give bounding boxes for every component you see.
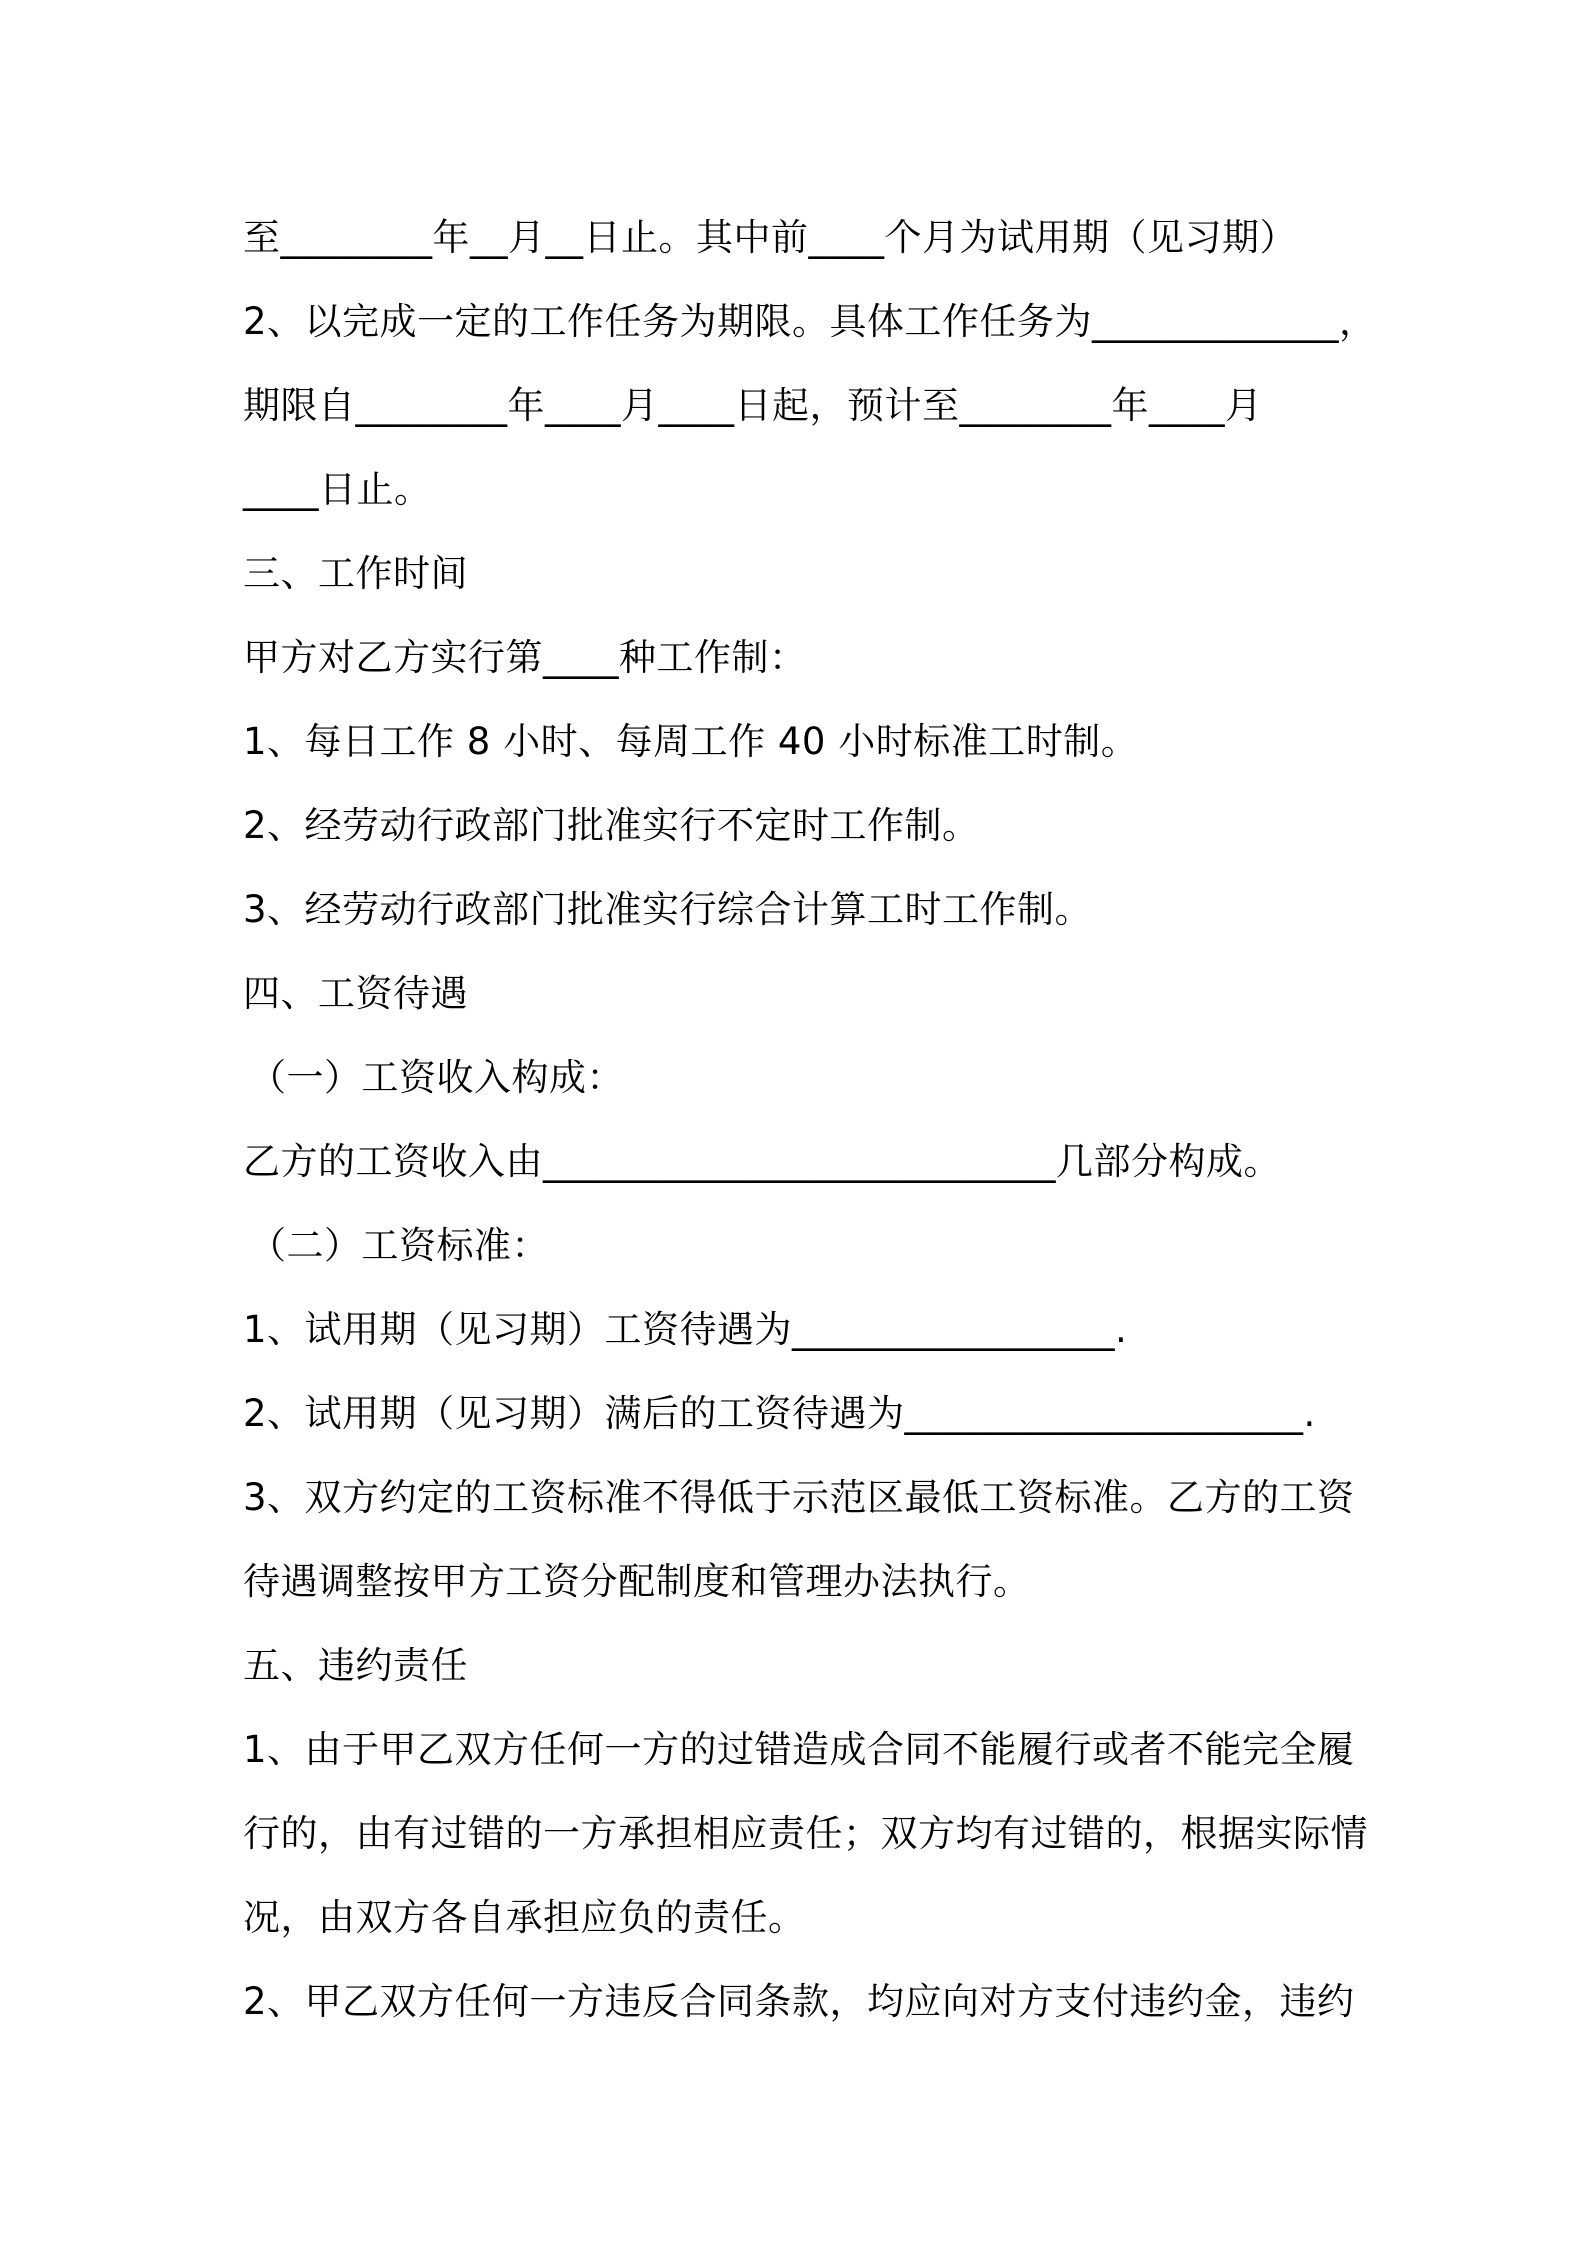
text-line: 2、甲乙双方任何一方违反合同条款，均应向对方支付违约金，违约	[243, 1980, 1355, 2023]
section-heading: 三、工作时间	[243, 552, 468, 595]
text-line: 3、经劳动行政部门批准实行综合计算工时工作制。	[243, 888, 1093, 931]
text-line: 1、试用期（见习期）工资待遇为_________________.	[243, 1308, 1128, 1351]
text-line: 1、每日工作 8 小时、每周工作 40 小时标准工时制。	[243, 720, 1139, 763]
subsection-heading: （二）工资标准：	[249, 1224, 549, 1267]
text-line: 2、以完成一定的工作任务为期限。具体工作任务为_____________，	[243, 300, 1377, 343]
text-line: ____日止。	[243, 468, 432, 511]
text-line: 待遇调整按甲方工资分配制度和管理办法执行。	[243, 1560, 1031, 1603]
text-line: 行的，由有过错的一方承担相应责任；双方均有过错的，根据实际情	[243, 1812, 1368, 1855]
text-line: 况，由双方各自承担应负的责任。	[243, 1896, 806, 1939]
document-body	[243, 196, 1377, 2044]
text-line: 甲方对乙方实行第____种工作制：	[243, 636, 807, 679]
text-line: 3、双方约定的工资标准不得低于示范区最低工资标准。乙方的工资	[243, 1476, 1355, 1519]
text-line: 2、试用期（见习期）满后的工资待遇为_____________________.	[243, 1392, 1316, 1435]
section-heading: 四、工资待遇	[243, 972, 468, 1015]
section-heading: 五、违约责任	[243, 1644, 468, 1687]
text-line: 期限自________年____月____日起，预计至________年____月	[243, 384, 1263, 427]
text-line: 乙方的工资收入由___________________________几部分构成。	[243, 1140, 1281, 1183]
subsection-heading: （一）工资收入构成：	[249, 1056, 624, 1099]
text-line: 1、由于甲乙双方任何一方的过错造成合同不能履行或者不能完全履	[243, 1728, 1355, 1771]
text-line: 至________年__月__日止。其中前____个月为试用期（见习期）	[243, 216, 1297, 259]
text-line: 2、经劳动行政部门批准实行不定时工作制。	[243, 804, 980, 847]
